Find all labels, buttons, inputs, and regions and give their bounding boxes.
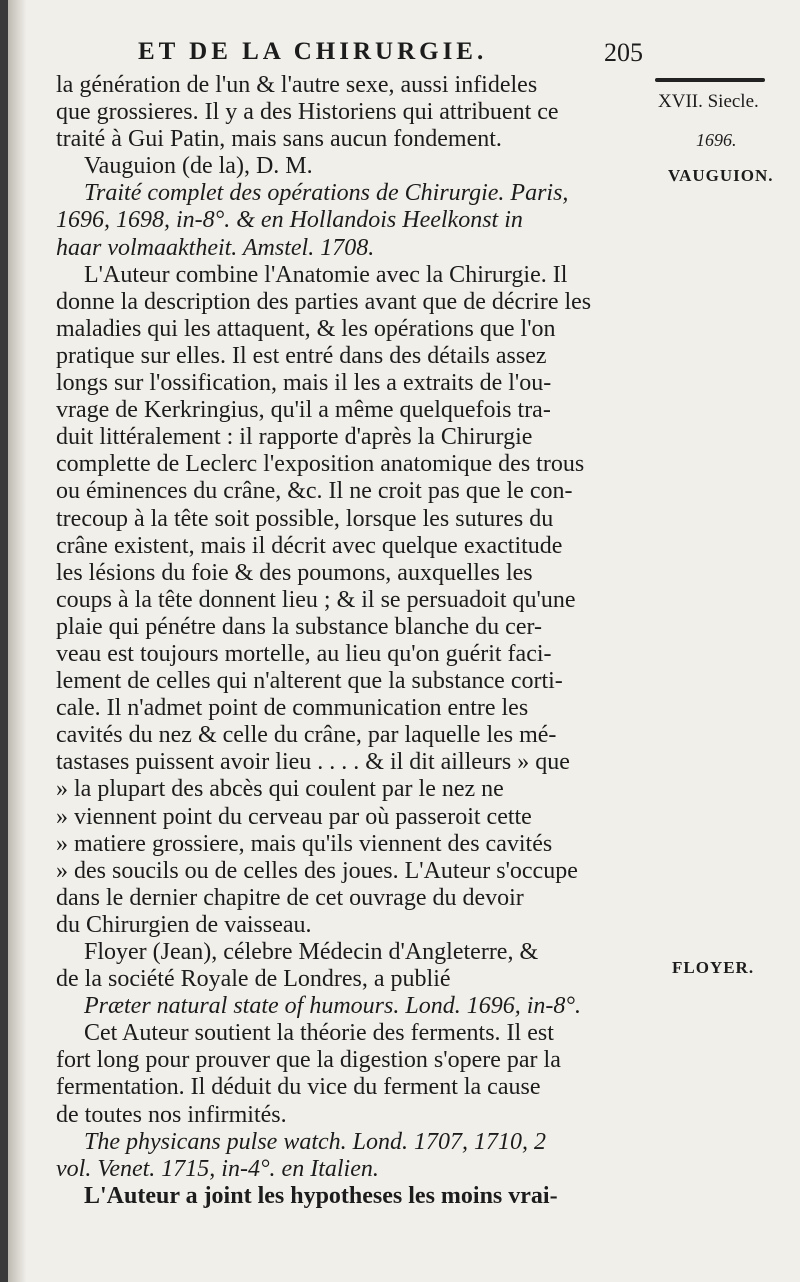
text-line: fort long pour prouver que la digestion s'opere par la bbox=[56, 1047, 561, 1074]
text-line: Traité complet des opérations de Chirurgie. Paris, bbox=[84, 180, 569, 207]
text-line: complette de Leclerc l'exposition anatomique des trous bbox=[56, 451, 585, 478]
running-head: ET DE LA CHIRURGIE. bbox=[138, 38, 488, 65]
text-line: fermentation. Il déduit du vice du ferment la cause bbox=[56, 1074, 541, 1101]
text-line: traité à Gui Patin, mais sans aucun fondement. bbox=[56, 126, 502, 153]
text-line: donne la description des parties avant que de décrire les bbox=[56, 288, 592, 315]
text-line: duit littéralement : il rapporte d'après la Chirurgie bbox=[56, 424, 533, 451]
text-line: longs sur l'ossification, mais il les a extraits de l'ou- bbox=[56, 370, 552, 397]
margin-note-floyer: FLOYER. bbox=[672, 958, 755, 977]
text-line: haar volmaaktheit. Amstel. 1708. bbox=[56, 234, 375, 261]
margin-rule bbox=[655, 78, 765, 82]
margin-note-century: XVII. Siecle. bbox=[658, 91, 759, 112]
text-line: veau est toujours mortelle, au lieu qu'on guérit faci- bbox=[56, 640, 552, 667]
text-line: Cet Auteur soutient la théorie des ferments. Il est bbox=[84, 1020, 554, 1047]
text-line: les lésions du foie & des poumons, auxquelles les bbox=[56, 559, 533, 586]
text-line: plaie qui pénétre dans la substance blanche du cer- bbox=[56, 613, 542, 640]
text-line: que grossieres. Il y a des Historiens qui attribuent ce bbox=[56, 99, 559, 126]
text-line: dans le dernier chapitre de cet ouvrage du devoir bbox=[56, 884, 524, 911]
text-line: Præter natural state of humours. Lond. 1696, in-8°. bbox=[84, 993, 581, 1020]
page-number: 205 bbox=[604, 38, 643, 67]
text-line: maladies qui les attaquent, & les opérations que l'on bbox=[56, 315, 556, 342]
text-line: » viennent point du cerveau par où passeroit cette bbox=[56, 803, 532, 830]
text-line: vol. Venet. 1715, in-4°. en Italien. bbox=[56, 1155, 379, 1182]
main-text bbox=[56, 72, 651, 1210]
author-entry-vauguion: Vauguion (de la), D. M. bbox=[84, 153, 313, 180]
text-line: » matiere grossiere, mais qu'ils viennent des cavités bbox=[56, 830, 553, 857]
text-line: vrage de Kerkringius, qu'il a même quelquefois tra- bbox=[56, 397, 551, 424]
text-line: » la plupart des abcès qui coulent par le nez ne bbox=[56, 776, 504, 803]
text-line: coups à la tête donnent lieu ; & il se persuadoit qu'une bbox=[56, 586, 576, 613]
text-line: trecoup à la tête soit possible, lorsque les sutures du bbox=[56, 505, 554, 532]
author-entry-floyer: Floyer (Jean), célebre Médecin d'Angleterre, & bbox=[84, 939, 539, 965]
page-header bbox=[8, 36, 800, 70]
text-line: de toutes nos infirmités. bbox=[56, 1101, 287, 1128]
text-line: la génération de l'un & l'autre sexe, aussi infideles bbox=[56, 72, 538, 98]
text-line: cavités du nez & celle du crâne, par laquelle les mé- bbox=[56, 722, 557, 749]
text-line: crâne existent, mais il décrit avec quelque exactitude bbox=[56, 532, 563, 559]
text-line: pratique sur elles. Il est entré dans des détails assez bbox=[56, 342, 547, 369]
book-page bbox=[8, 0, 800, 1282]
margin-note-year: 1696. bbox=[696, 130, 737, 150]
text-line: de la société Royale de Londres, a publié bbox=[56, 966, 451, 993]
text-line: » des soucils ou de celles des joues. L'Auteur s'occupe bbox=[56, 857, 578, 884]
text-line: tastases puissent avoir lieu . . . . & il dit ailleurs » que bbox=[56, 749, 570, 776]
text-line: 1696, 1698, in-8°. & en Hollandois Heelkonst in bbox=[56, 207, 523, 234]
text-line: L'Auteur a joint les hypotheses les moins vrai- bbox=[84, 1182, 558, 1209]
margin-note-vauguion: VAUGUION. bbox=[668, 166, 774, 185]
text-line: The physicans pulse watch. Lond. 1707, 1710, 2 bbox=[84, 1128, 546, 1155]
text-line: ou éminences du crâne, &c. Il ne croit pas que le con- bbox=[56, 478, 573, 505]
text-line: du Chirurgien de vaisseau. bbox=[56, 911, 312, 938]
text-line: lement de celles qui n'alterent que la substance corti- bbox=[56, 668, 563, 695]
text-line: cale. Il n'admet point de communication entre les bbox=[56, 695, 529, 722]
text-line: L'Auteur combine l'Anatomie avec la Chirurgie. Il bbox=[84, 261, 568, 288]
